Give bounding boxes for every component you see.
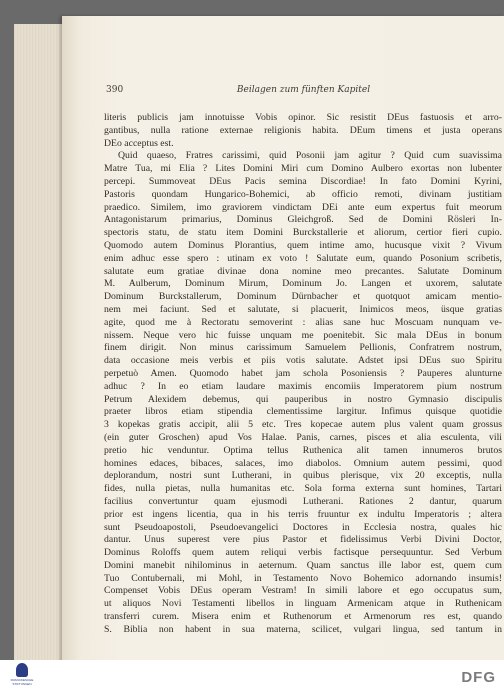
text-line: finem dirigit. Non minus carissimum Samuelem Pellionis, Confratrem nostrum, (104, 342, 502, 354)
text-line: Dominum Burckstallerum, Dominum Dürnbacher et quotquot amicam mentio- (104, 291, 502, 303)
text-line: enim adhuc esse spero : utinam ex voto ! Salutate eum, quando Posonium scribetis, (104, 252, 502, 264)
dfg-logo: DFG (461, 669, 496, 686)
text-line: gantibus, nulla ratione externae religionis habita. DEum timens et justa operans (104, 124, 502, 136)
text-line: sunt Pseudoapostoli, Pseudoevangelici Doctores in Ecclesia nostra, quales hic (104, 521, 502, 533)
book-page (62, 16, 504, 660)
text-line: literis publicis jam innotuisse Vobis opinor. Sic resistit DEus fastuosis et arro- (104, 112, 502, 123)
text-line: percepi. Summoveat DEus Pacis semina Discordiae! In fato Domini Kyrini, (104, 175, 502, 187)
text-line: Antagonistarum primarius, Dominus Gleichgroß. Sed de Domini Rösleri In- (104, 214, 502, 226)
text-line: Domini manebit nihilominus in aeternum. Quam sanctus ille labor est, quem cum (104, 559, 502, 571)
text-line: Tuo Contubernali, mi Mohl, in Testamento Novo Bohemico adornando insumis! (104, 572, 502, 584)
text-line: Compenset Vobis DEus operam Vestram! In simili labore et ego occupatus sum, (104, 585, 502, 597)
text-line: agite, quod me à Rectoratu semoverint : alias sane huc Moscuam nunquam ve- (104, 316, 502, 328)
text-line: perpetuò Amen. Quomodo habet jam schola Posoniensis ? Pauperes alunturne (104, 367, 502, 379)
footer-bar (0, 660, 504, 693)
text-line: transferri curem. Misera enim et Ruthenorum et Armenorum res est, quando (104, 611, 502, 623)
page-number: 390 (106, 85, 124, 95)
text-line: S. Biblia non habent in sua materna, scilicet, vulgari lingua, sed tantum in (104, 623, 502, 635)
text-line: Pastoris quondam Hungarico-Bohemici, ab officio remoti, divinam justitiam (104, 188, 502, 200)
text-line: 3 kopekas gratis accipit, alii 5 etc. Tres kopecae autem plus valent quam grossus (104, 419, 502, 431)
text-line: homines edaces, bibaces, salaces, imo diabolos. Omnium autem pessimi, quod (104, 457, 502, 469)
logo-caption: FRANCKESCHE STIFTUNGEN (10, 678, 34, 686)
body-text (104, 112, 502, 637)
text-line: data occasione meis verbis et piis votis salutate. Adstet ipsi DEus suo Spiritu (104, 355, 502, 367)
text-line: nissem. Neque vero hic fuisse unquam me poenitebit. Sic mala DEus in bonum (104, 329, 502, 341)
page-header (106, 85, 501, 97)
text-line: prior est ingens licentia, qua in his terris fruuntur ex indultu Imperatoris ; altera (104, 508, 502, 520)
text-line: nem mei faciunt. Sed et salutate, si placuerit, Inimicos meos, üsque gratias (104, 303, 502, 315)
franckesche-stiftungen-logo (8, 663, 36, 691)
text-line: DEo acceptus est. (104, 137, 174, 149)
text-line: dantur. Unus superest vere pius Pastor et fidelissimus Verbi Divini Doctor, (104, 534, 502, 546)
text-line: Matre Tua, mi Elia ? Lites Domini Miri cum Domino Aulbero exortas non lubenter (104, 163, 502, 175)
text-line: Quid quaeso, Fratres carissimi, quid Posonii jam agitur ? Quid cum suavissima (118, 150, 502, 162)
text-line: Petrum Alexidem debemus, qui pauperibus in nostro Gymnasio discipulis (104, 393, 502, 405)
text-line: praeter libros etiam stipendia clementissime largitur. Infimus quisque quotidie (104, 406, 502, 418)
text-line: Quomodo autem Dominus Plorantius, quem intime amo, hucusque vixit ? Vivum (104, 239, 502, 251)
text-line: salutate eum gratiae divinae dona nomine meo precantes. Salutate Dominum (104, 265, 502, 277)
text-line: Dominus Roloffs quem autem reliqui verbis factisque persequuntur. Sed Verbum (104, 547, 502, 559)
text-line: adhuc ? In eo etiam laudare maximis encomiis Imperatorem pium nostrum (104, 380, 502, 392)
text-line: fides, nulla pietas, nulla humanitas etc. Sola forma externa sunt homines, Tartari (104, 483, 502, 495)
text-line: deplorandum, nostri sunt Lutherani, in quibus plerisque, vix 20 exceptis, nulla (104, 470, 502, 482)
text-line: spectoris statu, de statu item Domini Burckstallerie et aliorum, certior fieri cupio. (104, 227, 502, 239)
tree-icon (16, 663, 28, 677)
text-line: M. Aulberum, Dominum Mirum, Dominum Jo. Langen et uxorem, salutate (104, 278, 502, 290)
text-line: pretio hic venduntur. Optima tellus Ruthenica alit tamen innumeros brutos (104, 444, 502, 456)
text-line: praedico. Similem, imo graviorem vindictam DEi ante eum expertus fuit meorum (104, 201, 502, 213)
text-line: ut aliquos Novi Testamenti libellos in linguam Armenicam atque in Ruthenicam (104, 598, 502, 610)
text-line: (ein guter Groschen) apud Vos Halae. Panis, carnes, pisces et alia esculenta, vili (104, 431, 502, 443)
text-line: facilius convertuntur quam ejusmodi Lutherani. Rationes 2 dantur, quarum (104, 495, 502, 507)
running-title: Beilagen zum fünften Kapitel (236, 85, 371, 95)
